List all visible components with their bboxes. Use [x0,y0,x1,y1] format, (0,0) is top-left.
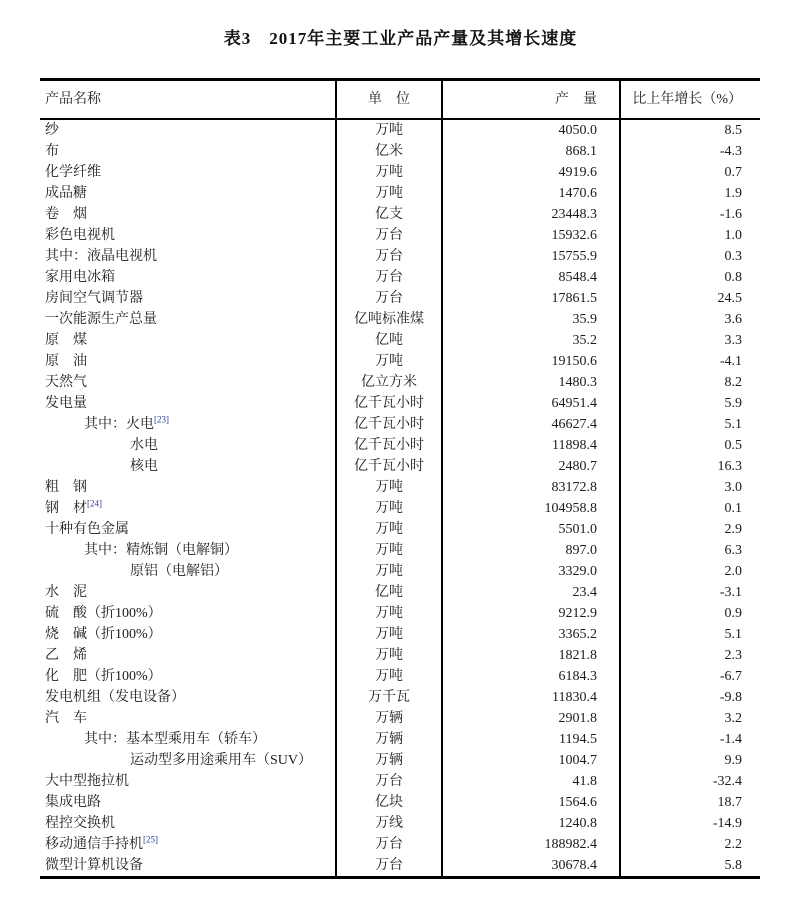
table-row [40,456,760,477]
table-row [40,708,760,729]
unit-cell: 万吨 [335,561,441,582]
table-row [40,561,760,582]
output-cell: 15932.6 [441,225,619,246]
product-name-cell [40,477,335,498]
growth-cell: -9.8 [619,687,760,708]
table-body [40,120,760,876]
product-name: 程控交换机 [45,816,115,831]
table-row [40,834,760,855]
growth-cell: 6.3 [619,540,760,561]
growth-cell: 18.7 [619,792,760,813]
output-cell: 4050.0 [441,120,619,141]
product-name: 化 肥（折100%） [45,669,162,684]
growth-cell: 3.0 [619,477,760,498]
unit-cell: 万吨 [335,162,441,183]
unit-cell: 万吨 [335,603,441,624]
product-name: 原 油 [45,354,87,369]
growth-cell: 24.5 [619,288,760,309]
table-row [40,183,760,204]
output-cell: 83172.8 [441,477,619,498]
growth-cell: 8.5 [619,120,760,141]
unit-cell: 亿吨 [335,582,441,603]
output-cell: 23.4 [441,582,619,603]
product-name: 粗 钢 [45,480,87,495]
product-name: 其中：火电 [84,417,154,432]
unit-cell: 万辆 [335,750,441,771]
growth-cell: 16.3 [619,456,760,477]
unit-cell: 万吨 [335,351,441,372]
unit-cell: 万吨 [335,498,441,519]
output-cell: 8548.4 [441,267,619,288]
product-name-cell [40,750,335,771]
product-name-cell [40,267,335,288]
product-name: 十种有色金属 [45,522,129,537]
output-cell: 30678.4 [441,855,619,876]
output-cell: 6184.3 [441,666,619,687]
output-cell: 5501.0 [441,519,619,540]
table-row [40,666,760,687]
table-row [40,120,760,141]
unit-cell: 亿立方米 [335,372,441,393]
table-row [40,330,760,351]
product-name: 房间空气调节器 [45,291,143,306]
unit-cell: 万辆 [335,729,441,750]
growth-cell: 0.8 [619,267,760,288]
product-name-cell [40,645,335,666]
product-name: 水 泥 [45,585,87,600]
col-header-growth: 比上年增长（%） [619,81,760,118]
output-cell: 9212.9 [441,603,619,624]
output-cell: 1821.8 [441,645,619,666]
product-name: 天然气 [45,375,87,390]
growth-cell: 0.1 [619,498,760,519]
table-row [40,141,760,162]
growth-cell: 3.3 [619,330,760,351]
product-name: 发电量 [45,396,87,411]
unit-cell: 万吨 [335,624,441,645]
product-name-cell [40,792,335,813]
product-name-cell [40,519,335,540]
product-name-cell [40,393,335,414]
product-name: 化学纤维 [45,165,101,180]
unit-cell: 万台 [335,771,441,792]
product-name-cell [40,834,335,855]
output-cell: 1004.7 [441,750,619,771]
output-cell: 19150.6 [441,351,619,372]
col-header-unit: 单 位 [335,81,441,118]
product-name-cell [40,204,335,225]
unit-cell: 万吨 [335,477,441,498]
unit-cell: 万台 [335,246,441,267]
unit-cell: 万台 [335,288,441,309]
table-row [40,162,760,183]
growth-cell: -1.6 [619,204,760,225]
table-row [40,204,760,225]
unit-cell: 亿支 [335,204,441,225]
output-cell: 4919.6 [441,162,619,183]
product-name-cell [40,414,335,435]
output-cell: 64951.4 [441,393,619,414]
growth-cell: 5.9 [619,393,760,414]
product-name-cell [40,225,335,246]
table-row [40,603,760,624]
table-row [40,393,760,414]
growth-cell: 8.2 [619,372,760,393]
growth-cell: 3.6 [619,309,760,330]
table-row [40,582,760,603]
product-name-cell [40,687,335,708]
unit-cell: 万辆 [335,708,441,729]
table-row [40,498,760,519]
product-name: 乙 烯 [45,648,87,663]
table-row [40,624,760,645]
table-row [40,750,760,771]
output-cell: 35.9 [441,309,619,330]
table-row [40,519,760,540]
product-name-cell [40,540,335,561]
product-name-cell [40,372,335,393]
unit-cell: 万线 [335,813,441,834]
table-row [40,267,760,288]
unit-cell: 亿千瓦小时 [335,393,441,414]
unit-cell: 亿吨标准煤 [335,309,441,330]
growth-cell: -1.4 [619,729,760,750]
product-name-cell [40,729,335,750]
unit-cell: 亿米 [335,141,441,162]
growth-cell: 0.9 [619,603,760,624]
product-name: 彩色电视机 [45,228,115,243]
table-row [40,288,760,309]
unit-cell: 万千瓦 [335,687,441,708]
product-name: 核电 [130,459,158,474]
unit-cell: 万台 [335,267,441,288]
growth-cell: 1.0 [619,225,760,246]
output-cell: 1470.6 [441,183,619,204]
product-name: 卷 烟 [45,207,87,222]
table-row [40,435,760,456]
growth-cell: 5.1 [619,624,760,645]
unit-cell: 万吨 [335,645,441,666]
table-header-row [40,81,760,120]
output-cell: 35.2 [441,330,619,351]
output-cell: 23448.3 [441,204,619,225]
growth-cell: 0.3 [619,246,760,267]
growth-cell: -14.9 [619,813,760,834]
table-row [40,372,760,393]
table-row [40,540,760,561]
output-cell: 1480.3 [441,372,619,393]
unit-cell: 万台 [335,855,441,876]
table-row [40,225,760,246]
product-name: 烧 碱（折100%） [45,627,162,642]
output-cell: 2901.8 [441,708,619,729]
table-row [40,771,760,792]
product-name: 纱 [45,123,59,138]
product-name: 其中：液晶电视机 [45,249,157,264]
unit-cell: 亿千瓦小时 [335,435,441,456]
output-cell: 11830.4 [441,687,619,708]
table-row [40,792,760,813]
product-name: 钢 材 [45,501,87,516]
col-header-product: 产品名称 [45,92,101,107]
table-row [40,729,760,750]
table-row [40,645,760,666]
footnote-link[interactable]: [25] [143,834,158,845]
unit-cell: 万吨 [335,519,441,540]
output-cell: 1240.8 [441,813,619,834]
product-name-cell [40,771,335,792]
growth-cell: -4.3 [619,141,760,162]
growth-cell: 2.2 [619,834,760,855]
product-name: 原铝（电解铝） [130,564,228,579]
product-name: 集成电路 [45,795,101,810]
output-cell: 3329.0 [441,561,619,582]
unit-cell: 亿千瓦小时 [335,414,441,435]
product-name: 其中：基本型乘用车（轿车） [84,732,266,747]
output-cell: 897.0 [441,540,619,561]
product-name: 硫 酸（折100%） [45,606,162,621]
output-cell: 11898.4 [441,435,619,456]
growth-cell: -4.1 [619,351,760,372]
unit-cell: 万吨 [335,183,441,204]
col-header-output: 产 量 [441,81,619,118]
product-name-cell [40,246,335,267]
unit-cell: 万吨 [335,540,441,561]
product-name-cell [40,855,335,876]
footnote-link[interactable]: [24] [87,498,102,509]
product-name: 大中型拖拉机 [45,774,129,789]
output-cell: 3365.2 [441,624,619,645]
product-name-cell [40,498,335,519]
unit-cell: 万台 [335,225,441,246]
output-cell: 1564.6 [441,792,619,813]
product-name-cell [40,288,335,309]
product-name-cell [40,561,335,582]
product-name: 水电 [130,438,158,453]
unit-cell: 万吨 [335,666,441,687]
product-name-cell [40,183,335,204]
product-name-cell [40,120,335,141]
product-name: 原 煤 [45,333,87,348]
table-row [40,813,760,834]
output-cell: 188982.4 [441,834,619,855]
product-name-cell [40,351,335,372]
output-cell: 41.8 [441,771,619,792]
table-title: 表3 2017年主要工业产品产量及其增长速度 [223,29,578,48]
growth-cell: -32.4 [619,771,760,792]
output-cell: 2480.7 [441,456,619,477]
product-name-cell [40,162,335,183]
table-row [40,309,760,330]
product-name: 其中：精炼铜（电解铜） [84,543,238,558]
table-row [40,687,760,708]
unit-cell: 万吨 [335,120,441,141]
product-name: 布 [45,144,59,159]
product-name-cell [40,141,335,162]
product-name: 移动通信手持机 [45,837,143,852]
unit-cell: 亿吨 [335,330,441,351]
output-cell: 46627.4 [441,414,619,435]
product-name-cell [40,603,335,624]
product-name: 运动型多用途乘用车（SUV） [130,753,313,768]
growth-cell: 1.9 [619,183,760,204]
growth-cell: 5.8 [619,855,760,876]
table-row [40,855,760,876]
growth-cell: 0.7 [619,162,760,183]
product-name-cell [40,708,335,729]
growth-cell: 2.0 [619,561,760,582]
product-name-cell [40,624,335,645]
table-row [40,351,760,372]
output-cell: 15755.9 [441,246,619,267]
product-name: 发电机组（发电设备） [45,690,185,705]
footnote-link[interactable]: [23] [154,414,169,425]
unit-cell: 亿千瓦小时 [335,456,441,477]
table-row [40,477,760,498]
product-name-cell [40,456,335,477]
product-name-cell [40,666,335,687]
product-name: 一次能源生产总量 [45,312,157,327]
output-cell: 17861.5 [441,288,619,309]
growth-cell: 5.1 [619,414,760,435]
growth-cell: 2.9 [619,519,760,540]
growth-cell: 2.3 [619,645,760,666]
product-name-cell [40,309,335,330]
unit-cell: 亿块 [335,792,441,813]
product-name-cell [40,330,335,351]
output-cell: 104958.8 [441,498,619,519]
table-row [40,414,760,435]
product-name: 家用电冰箱 [45,270,115,285]
growth-cell: -6.7 [619,666,760,687]
product-name-cell [40,813,335,834]
growth-cell: 3.2 [619,708,760,729]
growth-cell: -3.1 [619,582,760,603]
industrial-output-table [40,78,760,879]
unit-cell: 万台 [335,834,441,855]
output-cell: 1194.5 [441,729,619,750]
product-name: 汽 车 [45,711,87,726]
product-name-cell [40,582,335,603]
product-name-cell [40,435,335,456]
growth-cell: 0.5 [619,435,760,456]
product-name: 成品糖 [45,186,87,201]
table-row [40,246,760,267]
output-cell: 868.1 [441,141,619,162]
product-name: 微型计算机设备 [45,858,143,873]
growth-cell: 9.9 [619,750,760,771]
